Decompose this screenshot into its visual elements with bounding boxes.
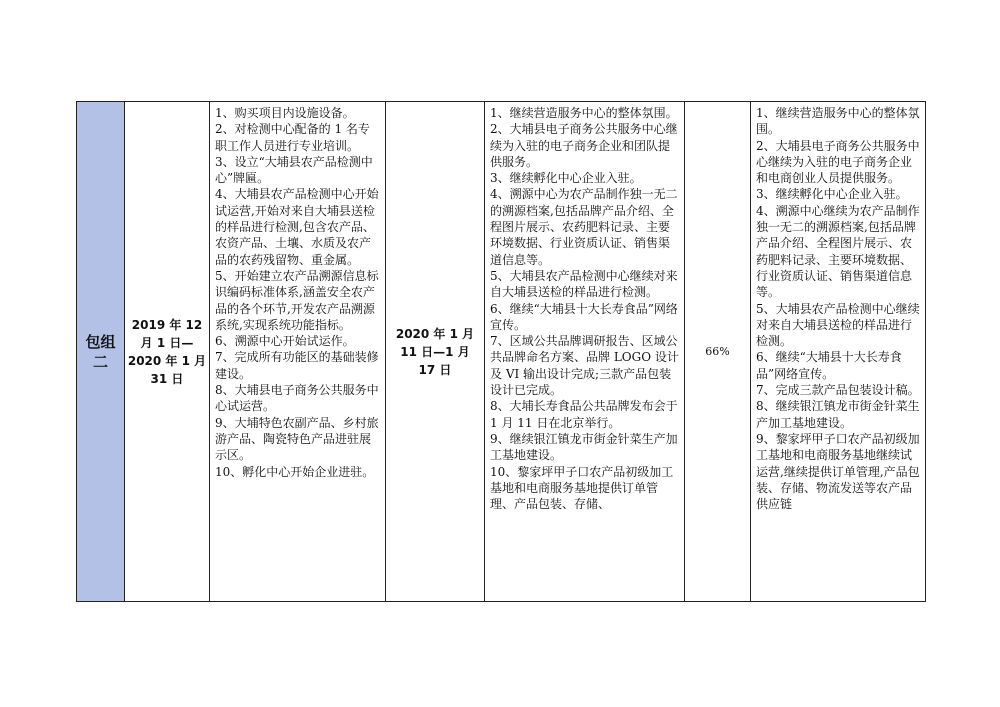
- list-item: 2、大埔县电子商务公共服务中心继续为入驻的电子商务企业和电商创业人员提供服务。: [756, 138, 920, 186]
- group-label-line1: 包组: [85, 332, 116, 351]
- completed-work-cell: [210, 102, 386, 602]
- list-item: 4、大埔县农产品检测中心开始试运营,开始对来自大埔县送检的样品进行检测,包含农产品、农资产品、土壤、水质及农产品的农药残留物、重金属。: [215, 187, 379, 267]
- list-item: 10、黎家坪甲子口农产品初级加工基地和电商服务基地提供订单管理、产品包装、存储、: [490, 464, 674, 512]
- period2-line: 17 日: [418, 362, 452, 377]
- period-cell-2: [386, 102, 485, 602]
- list-item: 8、继续银江镇龙市街金针菜生产加工基地建设。: [756, 399, 920, 430]
- period1-line: 2020 年 1 月: [127, 353, 207, 368]
- list-item: 8、大埔长寿食品公共品牌发布会于 1 月 11 日在北京举行。: [490, 399, 678, 430]
- list-item: 3、继续孵化中心企业入驻。: [490, 171, 642, 186]
- list-item: 3、继续孵化中心企业入驻。: [756, 187, 908, 202]
- period-cell-1: [125, 102, 210, 602]
- period2-line: 11 日—1 月: [400, 344, 470, 359]
- list-item: 6、继续“大埔县十大长寿食品”网络宣传。: [756, 350, 902, 381]
- list-item: 4、溯源中心为农产品制作独一无二的溯源档案,包括品牌产品介绍、全程图片展示、农药肥料记录、主要环境数据、行业资质认证、销售渠道信息等。: [490, 187, 678, 267]
- progress-table: [76, 101, 926, 602]
- list-item: 5、大埔县农产品检测中心继续对来自大埔县送检的样品进行检测。: [490, 268, 678, 300]
- period1-line: 月 1 日—: [140, 335, 194, 350]
- group-cell: [77, 102, 125, 602]
- list-item: 2、对检测中心配备的 1 名专职工作人员进行专业培训。: [215, 122, 370, 153]
- list-item: 9、继续银江镇龙市街金针菜生产加工基地建设。: [490, 431, 678, 463]
- progress-percent: 66%: [705, 345, 730, 358]
- list-item: 7、完成所有功能区的基础装修建设。: [215, 350, 379, 381]
- progress-percent-cell: [685, 102, 751, 602]
- period1-line: 31 日: [150, 371, 184, 386]
- list-item: 3、设立“大埔县农产品检测中心”牌匾。: [215, 154, 373, 186]
- period2-line: 2020 年 1 月: [395, 326, 475, 341]
- list-item: 2、大埔县电子商务公共服务中心继续为入驻的电子商务企业和团队提供服务。: [490, 122, 678, 169]
- list-item: 9、大埔特色农副产品、乡村旅游产品、陶瓷特色产品进驻展示区。: [215, 415, 379, 463]
- list-item: 1、继续营造服务中心的整体氛围。: [756, 106, 920, 137]
- list-item: 10、孵化中心开始企业进驻。: [215, 464, 375, 479]
- list-item: 1、购买项目内设施设备。: [215, 106, 355, 120]
- list-item: 1、继续营造服务中心的整体氛围。: [490, 106, 678, 120]
- group-label-line2: 二: [92, 352, 108, 371]
- list-item: 5、大埔县农产品检测中心继续对来自大埔县送检的样品进行检测。: [756, 301, 920, 349]
- list-item: 9、黎家坪甲子口农产品初级加工基地和电商服务基地继续试运营,继续提供订单管理,产品包装、存储、物流发送等农产品供应链: [756, 431, 920, 512]
- list-item: 5、开始建立农产品溯源信息标识编码标准体系,涵盖安全农产品的各个环节,开发农产品溯源系统,实现系统功能指标。: [215, 268, 379, 332]
- list-item: 6、继续“大埔县十大长寿食品”网络宣传。: [490, 301, 678, 332]
- list-item: 4、溯源中心继续为农产品制作独一无二的溯源档案,包括品牌产品介绍、全程图片展示、农药肥料记录、主要环境数据、行业资质认证、销售渠道信息等。: [756, 203, 920, 300]
- list-item: 8、大埔县电子商务公共服务中心试运营。: [215, 383, 379, 414]
- list-item: 7、完成三款产品包装设计稿。: [756, 383, 920, 398]
- period1-line: 2019 年 12: [131, 317, 203, 332]
- list-item: 7、区域公共品牌调研报告、区域公共品牌命名方案、品牌 LOGO 设计及 VI 输出设计完成;三款产品包装设计已完成。: [490, 334, 679, 398]
- list-item: 6、溯源中心开始试运作。: [215, 334, 355, 349]
- next-plan-cell: [751, 102, 926, 602]
- current-work-cell: [485, 102, 685, 602]
- table-row: [77, 102, 926, 602]
